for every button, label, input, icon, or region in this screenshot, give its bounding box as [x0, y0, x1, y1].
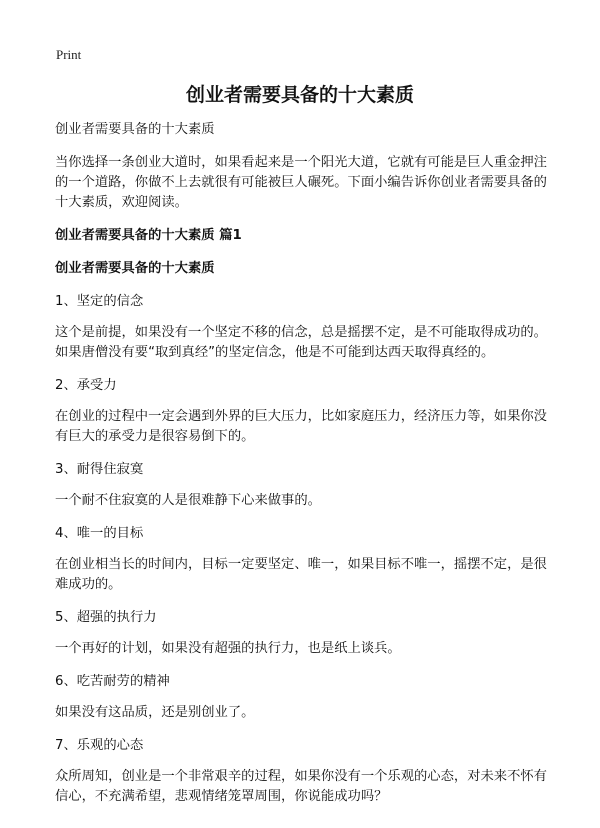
item-body-5: 一个再好的计划，如果没有超强的执行力，也是纸上谈兵。 [55, 641, 401, 656]
article-body [55, 120, 553, 807]
item-heading-1: 1、坚定的信念 [55, 294, 144, 309]
intro-subtitle: 创业者需要具备的十大素质 [55, 122, 215, 137]
item-heading-4: 4、唯一的目标 [55, 526, 144, 541]
item-heading-7: 7、乐观的心态 [55, 738, 144, 753]
item-body-2: 在创业的过程中一定会遇到外界的巨大压力，比如家庭压力，经济压力等，如果你没有巨大的承受力是很容易倒下的。 [55, 409, 547, 444]
item-heading-5: 5、超强的执行力 [55, 610, 157, 625]
item-body-6: 如果没有这品质，还是别创业了。 [55, 705, 255, 720]
print-link[interactable]: Print [56, 47, 82, 62]
section-heading: 创业者需要具备的十大素质 篇1 [55, 228, 242, 243]
page-title: 创业者需要具备的十大素质 [185, 84, 414, 106]
item-body-3: 一个耐不住寂寞的人是很难静下心来做事的。 [55, 493, 321, 508]
item-heading-2: 2、承受力 [55, 378, 117, 393]
item-body-4: 在创业相当长的时间内，目标一定要坚定、唯一，如果目标不唯一，摇摆不定，是很难成功的。 [55, 557, 547, 592]
item-body-7: 众所周知，创业是一个非常艰辛的过程，如果你没有一个乐观的心态，对未来不怀有信心，不充满希望，悲观情绪笼罩周围，你说能成功吗？ [55, 769, 547, 804]
item-heading-3: 3、耐得住寂寞 [55, 462, 144, 477]
item-body-1: 这个是前提，如果没有一个坚定不移的信念，总是摇摆不定，是不可能取得成功的。如果唐僧没有要“取到真经”的坚定信念，他是不可能到达西天取得真经的。 [55, 325, 547, 360]
intro-paragraph: 当你选择一条创业大道时，如果看起来是一个阳光大道，它就有可能是巨人重金押注的一个道路，你做不上去就很有可能被巨人碾死。下面小编告诉你创业者需要具备的十大素质，欢迎阅读。 [55, 155, 547, 210]
item-heading-6: 6、吃苦耐劳的精神 [55, 674, 170, 689]
subsection-heading: 创业者需要具备的十大素质 [55, 261, 215, 276]
